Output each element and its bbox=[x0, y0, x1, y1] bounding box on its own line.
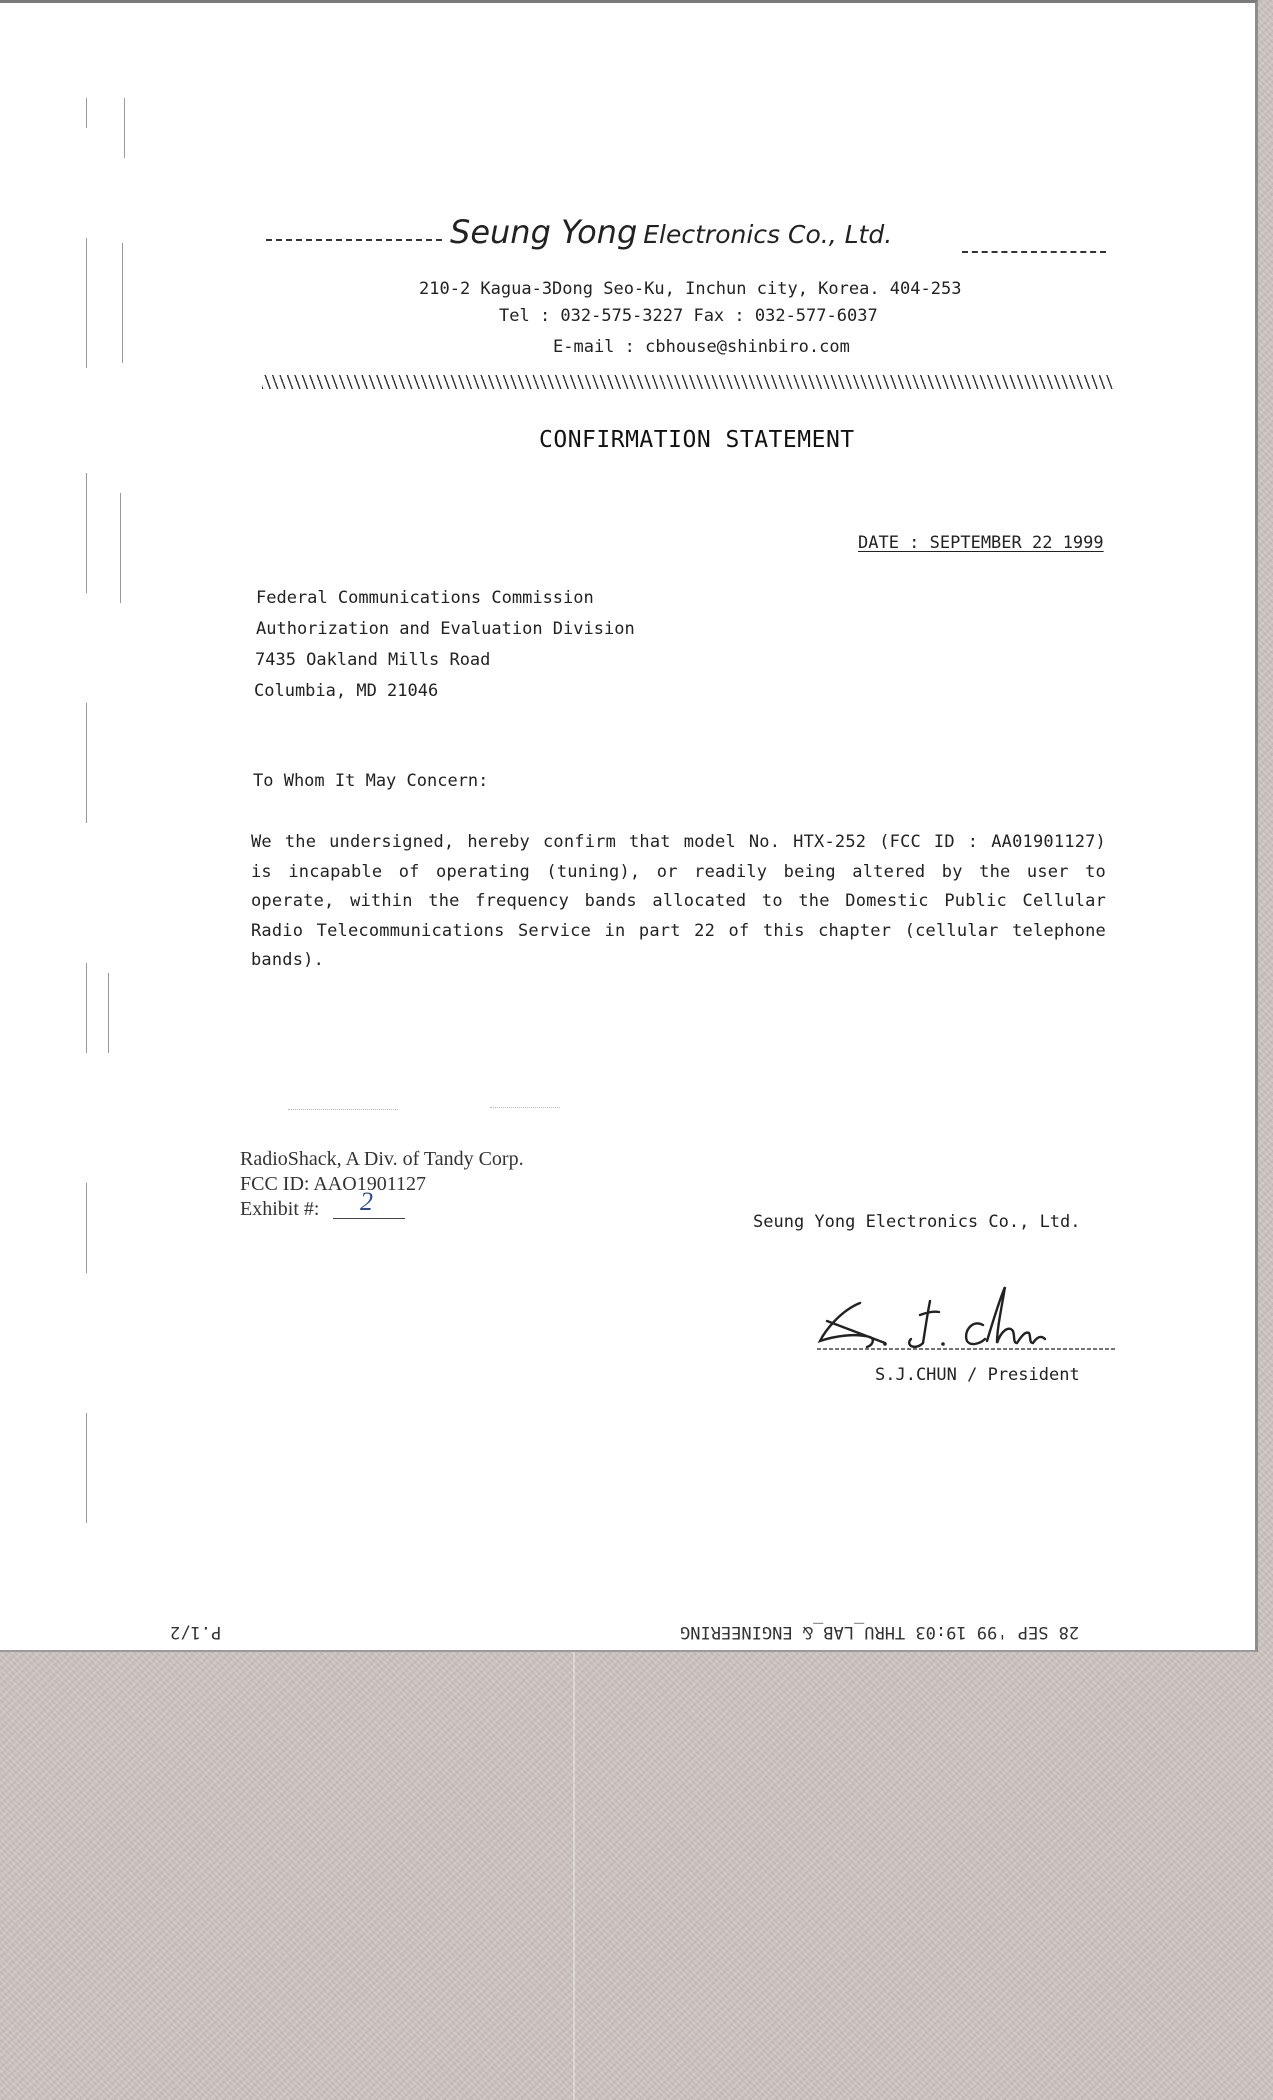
margin-mark bbox=[86, 1183, 87, 1273]
margin-mark bbox=[86, 473, 87, 593]
signatory-name-title: S.J.CHUN / President bbox=[875, 1365, 1080, 1385]
handwritten-signature bbox=[815, 1281, 1115, 1361]
stamp-exhibit-value: 2 bbox=[360, 1187, 373, 1216]
recipient-line-4: Columbia, MD 21046 bbox=[254, 681, 439, 701]
signatory-company: Seung Yong Electronics Co., Ltd. bbox=[753, 1212, 1081, 1232]
margin-mark bbox=[86, 98, 87, 128]
margin-mark bbox=[120, 493, 121, 603]
margin-mark bbox=[86, 1413, 87, 1523]
scan-artifact-line bbox=[288, 1109, 398, 1110]
stamp-exhibit-label: Exhibit #: bbox=[240, 1198, 320, 1220]
margin-mark bbox=[108, 973, 109, 1053]
recipient-line-1: Federal Communications Commission bbox=[256, 588, 594, 608]
stamp-line-2: FCC ID: AAO1901127 bbox=[240, 1173, 426, 1195]
margin-mark bbox=[124, 98, 125, 158]
margin-mark bbox=[122, 243, 123, 363]
document-title: CONFIRMATION STATEMENT bbox=[539, 427, 855, 453]
margin-mark bbox=[86, 703, 87, 823]
exhibit-underline bbox=[333, 1218, 405, 1219]
company-name: Seung Yong bbox=[450, 213, 638, 251]
fax-footer-page: P.1/2 bbox=[170, 1622, 222, 1642]
company-phone-fax: Tel : 032-575-3227 Fax : 032-577-6037 bbox=[499, 306, 878, 326]
margin-mark bbox=[86, 238, 87, 368]
scan-artifact-line bbox=[490, 1107, 560, 1108]
recipient-line-3: 7435 Oakland Mills Road bbox=[255, 650, 491, 670]
document-date: DATE : SEPTEMBER 22 1999 bbox=[858, 533, 1104, 553]
body-paragraph: We the undersigned, hereby confirm that model No. HTX-252 (FCC ID : AA01901127) is incapable of operating (tuning), or readily being altered by the user to operate, within the frequency bands allocated to the Domestic Public Cellular Radio Telecommunications Service in part 22 of this chapter (cellular telephone bands). bbox=[251, 832, 1106, 970]
letterhead-hatch-rule bbox=[262, 375, 1113, 389]
letterhead-rule-left bbox=[266, 239, 442, 241]
letterhead-rule-right bbox=[962, 251, 1106, 253]
company-email: E-mail : cbhouse@shinbiro.com bbox=[553, 337, 850, 357]
company-address: 210-2 Kagua-3Dong Seo-Ku, Inchun city, Korea. 404-253 bbox=[419, 279, 962, 299]
recipient-line-2: Authorization and Evaluation Division bbox=[256, 619, 635, 639]
stamp-line-1: RadioShack, A Div. of Tandy Corp. bbox=[240, 1148, 524, 1170]
margin-mark bbox=[86, 963, 87, 1053]
fax-footer-transmission: 28 SEP '99 19:03 THRU_LAB_& ENGINEERING bbox=[680, 1622, 1080, 1642]
company-suffix: Electronics Co., Ltd. bbox=[643, 220, 893, 249]
salutation: To Whom It May Concern: bbox=[253, 771, 489, 791]
company-name-block bbox=[450, 213, 892, 251]
